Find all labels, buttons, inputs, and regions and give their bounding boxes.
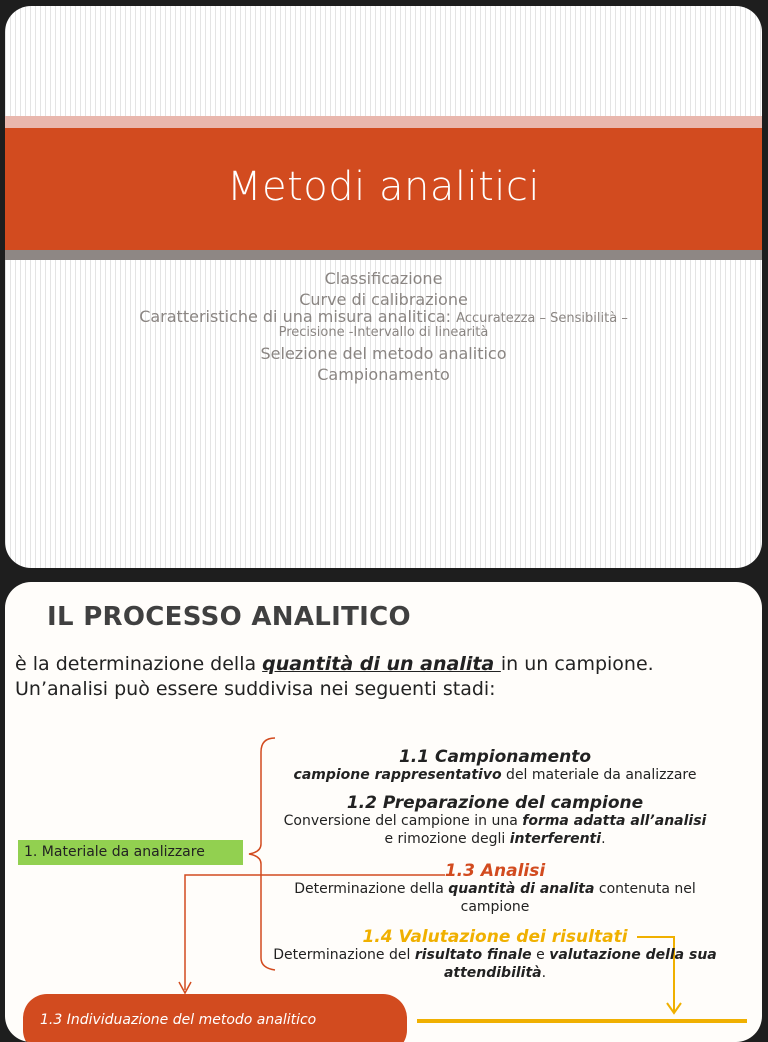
- stage-valutazione: 1.4 Valutazione dei risultati Determinazione del risultato finale e valutazione della sua attendibilità.: [260, 928, 730, 982]
- subtitle-item: Curve di calibrazione: [299, 290, 468, 309]
- subtitle-list: [5, 268, 762, 385]
- material-label: 1. Materiale da analizzare: [18, 840, 243, 865]
- stage-title: 1.3 Analisi: [444, 861, 546, 881]
- slide-title: Metodi analitici: [227, 164, 540, 210]
- stage-title: 1.2 Preparazione del campione: [346, 793, 644, 813]
- stage-title: 1.1 Campionamento: [398, 747, 592, 767]
- stage-preparazione: 1.2 Preparazione del campione Conversione del campione in una forma adatta all’analisi e rimozione degli interferenti.: [260, 794, 730, 848]
- accent-band: [5, 116, 762, 128]
- stage-title: 1.4 Valutazione dei risultati: [362, 927, 628, 947]
- slide-heading: IL PROCESSO ANALITICO: [47, 602, 411, 632]
- subtitle-item: Selezione del metodo analitico: [260, 344, 507, 363]
- subtitle-item: Classificazione: [324, 269, 443, 288]
- title-slide: [5, 6, 762, 568]
- subtitle-item: Caratteristiche di una misura analitica: Accuratezza – Sensibilità –: [139, 307, 628, 326]
- stage-campionamento: 1.1 Campionamento campione rappresentativo del materiale da analizzare: [260, 748, 730, 784]
- evaluation-box-edge: [417, 1019, 747, 1023]
- stage-analisi: 1.3 Analisi Determinazione della quantità di analita contenuta nel campione: [260, 862, 730, 916]
- method-box-label: 1.3 Individuazione del metodo analitico: [40, 1012, 317, 1028]
- subtitle-item: Campionamento: [317, 365, 450, 384]
- content-slide: [5, 582, 762, 1042]
- subtitle-item: Precisione -Intervallo di linearità: [278, 325, 489, 340]
- intro-highlight: quantità di un analita: [262, 653, 501, 675]
- intro-text: è la determinazione della quantità di un analita in un campione. Un’analisi può essere suddivisa nei seguenti stadi:: [15, 653, 654, 700]
- title-underline-band: [5, 250, 762, 260]
